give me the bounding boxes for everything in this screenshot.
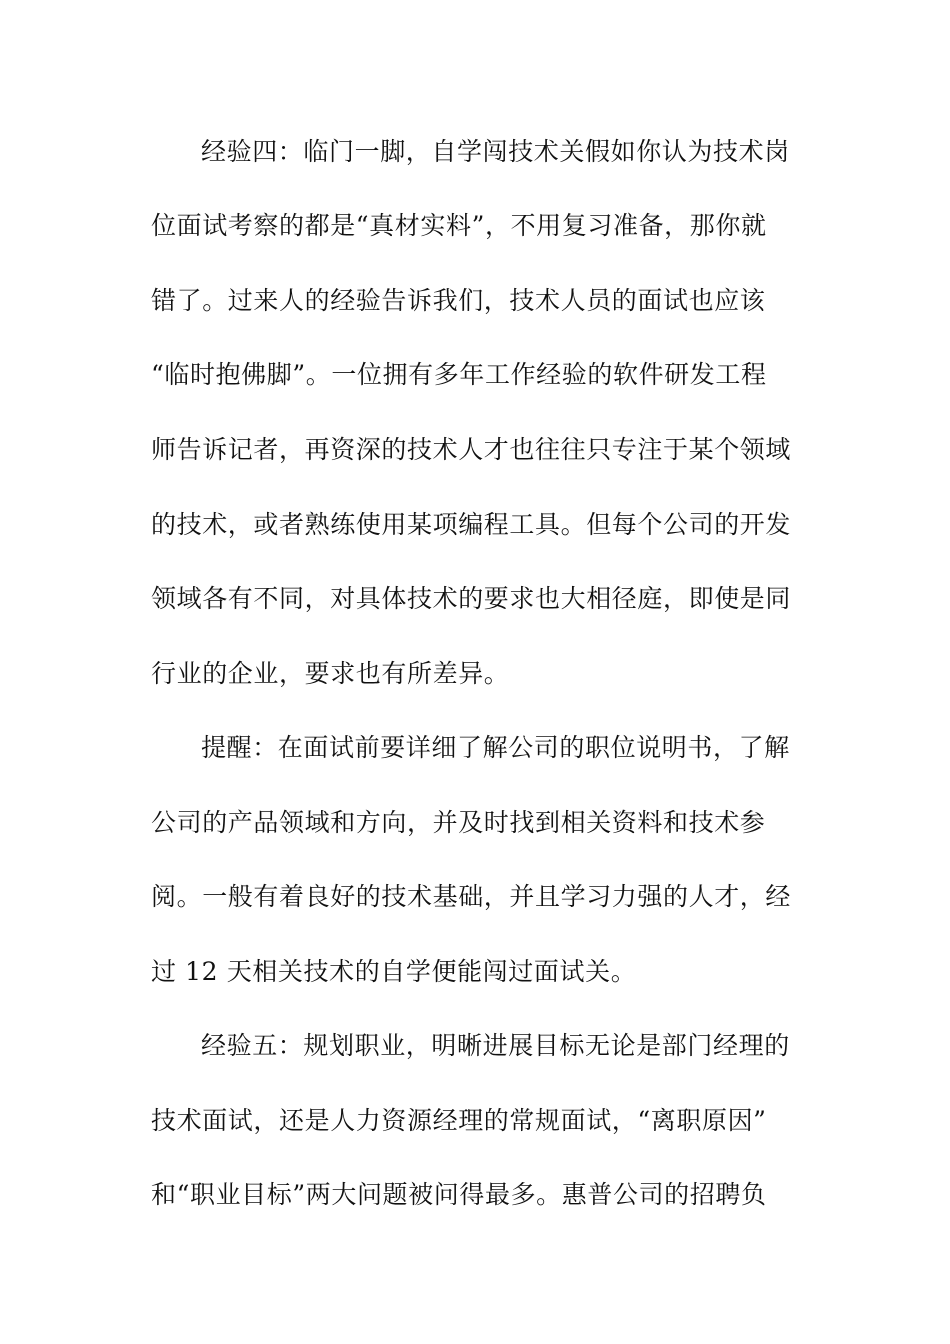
paragraph-1-line-6: 的技术，或者熟练使用某项编程工具。但每个公司的开发: [151, 510, 792, 539]
paragraph-1-line-2: 位面试考察的都是“真材实料”，不用复习准备，那你就: [151, 211, 767, 240]
paragraph-1-line-1: 经验四：临门一脚，自学闯技术关假如你认为技术岗: [201, 137, 790, 166]
paragraph-1-line-8: 行业的企业，要求也有所差异。: [151, 659, 510, 688]
paragraph-3-line-3: 和“职业目标”两大问题被问得最多。惠普公司的招聘负: [151, 1180, 767, 1209]
paragraph-1-line-5: 师告诉记者，再资深的技术人才也往往只专注于某个领域: [151, 435, 792, 464]
paragraph-1-line-4: “临时抱佛脚”。一位拥有多年工作经验的软件研发工程: [151, 360, 767, 389]
paragraph-1-line-3: 错了。过来人的经验告诉我们，技术人员的面试也应该: [151, 286, 766, 315]
paragraph-3-line-2: 技术面试，还是人力资源经理的常规面试，“离职原因”: [151, 1106, 767, 1135]
paragraph-2-line-2: 公司的产品领域和方向，并及时找到相关资料和技术参: [151, 808, 766, 837]
paragraph-2-line-1: 提醒：在面试前要详细了解公司的职位说明书，了解: [201, 733, 790, 762]
paragraph-3-line-1: 经验五：规划职业，明晰进展目标无论是部门经理的: [201, 1031, 790, 1060]
paragraph-2-line-4: 过 12 天相关技术的自学便能闯过面试关。: [151, 957, 637, 986]
paragraph-2-line-3: 阅。一般有着良好的技术基础，并且学习力强的人才，经: [151, 882, 792, 911]
paragraph-1-line-7: 领域各有不同，对具体技术的要求也大相径庭，即使是同: [151, 584, 792, 613]
